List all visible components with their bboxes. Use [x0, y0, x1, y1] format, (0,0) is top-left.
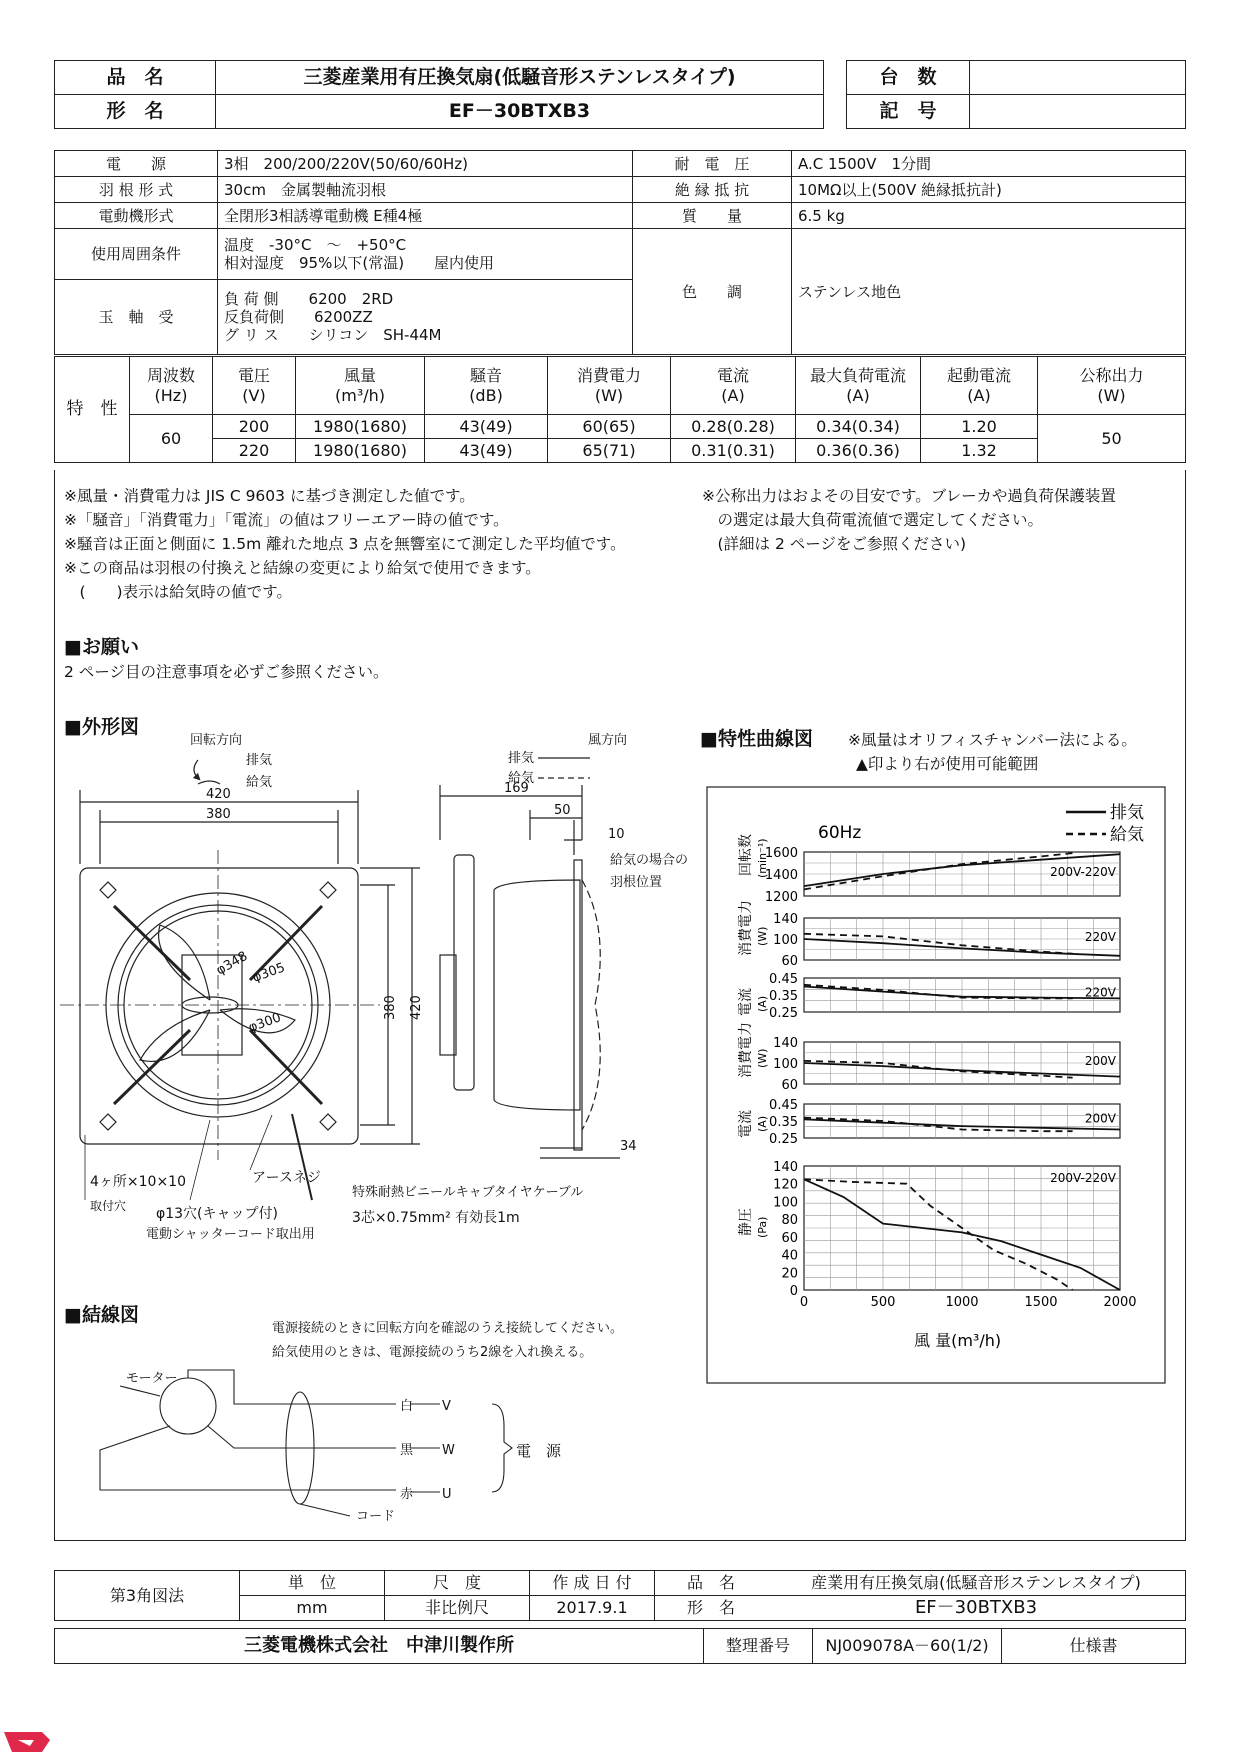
footer-unit-value: mm	[240, 1596, 385, 1621]
cell: 0.34(0.34)	[796, 415, 921, 439]
y-tick-label: 100	[773, 1195, 798, 1211]
power-source: 電 源	[516, 1442, 562, 1460]
hdr-maxcurrent: 最大負荷電流 (A)	[796, 357, 921, 415]
footer-scale-label: 尺 度	[385, 1571, 530, 1596]
note-line: ※公称出力はおよその目安です。ブレーカや過負荷保護装置	[702, 487, 1116, 505]
note-line: (詳細は 2 ページをご参照ください)	[702, 535, 967, 553]
term-u: U	[442, 1487, 452, 1502]
term-w: W	[442, 1443, 455, 1458]
y-tick-label: 60	[781, 1078, 798, 1093]
chart-note1: ※風量はオリフィスチャンバー法による。	[848, 731, 1137, 749]
x-tick-label: 500	[870, 1295, 896, 1310]
supply-pos-1: 給気の場合の	[610, 853, 689, 868]
cell: 0.36(0.36)	[796, 439, 921, 463]
dim-50: 50	[554, 803, 571, 818]
onegai-title: ■お願い	[64, 636, 139, 658]
dim-348: φ348	[213, 948, 251, 979]
wiring-note2: 給気使用のときは、電源接続のうち2線を入れ換える。	[272, 1345, 593, 1360]
cell: 200	[213, 415, 296, 439]
shitsuryo-value: 6.5 kg	[792, 203, 1186, 229]
y-tick-label: 0.35	[769, 989, 798, 1004]
voltage-tag: 200V-220V	[1050, 865, 1116, 880]
dim-380: 380	[206, 807, 231, 822]
characteristics-table	[54, 356, 1186, 463]
wind-supply: 給気	[508, 771, 535, 786]
footer-unit-label: 単 位	[240, 1571, 385, 1596]
bearing-line2: 反負荷側 6200ZZ	[224, 308, 373, 326]
hdr-startcurrent: 起動電流 (A)	[921, 357, 1038, 415]
dim-10: 10	[608, 827, 625, 842]
hdr-current: 電流 (A)	[671, 357, 796, 415]
cell: 43(49)	[425, 439, 548, 463]
kankyo-line1: 温度 -30°C ～ +50°C	[224, 236, 407, 254]
footer-hinmei-label: 品 名	[655, 1571, 768, 1596]
x-tick-label: 1000	[945, 1295, 979, 1310]
bearing-line1: 負 荷 側 6200 2RD	[224, 290, 394, 308]
hdr-voltage: 電圧 (V)	[213, 357, 296, 415]
hane-value: 30cm 金属製軸流羽根	[218, 177, 633, 203]
footer-katamei-value: EF－30BTXB3	[767, 1596, 1186, 1621]
x-tick-label: 2000	[1103, 1295, 1137, 1310]
voltage-tag: 200V-220V	[1050, 1171, 1116, 1185]
y-tick-label: 60	[781, 1230, 798, 1246]
y-tick-label: 80	[781, 1213, 798, 1229]
chart-note2: ▲印より右が使用可能範囲	[856, 755, 1039, 773]
shitsuryo-label: 質 量	[633, 203, 792, 229]
dim-420v: 420	[409, 995, 424, 1020]
pressure-label: 静圧	[738, 1208, 754, 1236]
earth-screw: アースネジ	[252, 1170, 321, 1186]
chart-panels	[765, 846, 1137, 1310]
cell: 60(65)	[548, 415, 671, 439]
katamei-value: EF－30BTXB3	[216, 95, 824, 129]
holes-sub: 取付穴	[90, 1199, 127, 1213]
holes: 4ヶ所×10×10	[90, 1174, 186, 1190]
term-v: V	[442, 1399, 451, 1414]
footer-doc-type: 仕様書	[1002, 1629, 1186, 1664]
y-tick-label: 1400	[764, 868, 798, 883]
motor-label: モーター	[126, 1371, 178, 1386]
footer-company: 三菱電機株式会社 中津川製作所	[55, 1629, 704, 1664]
daisu-value	[970, 61, 1186, 95]
y-tick-label: 1600	[764, 846, 798, 861]
gaikei-title: ■外形図	[64, 716, 139, 738]
rot-exhaust: 排気	[246, 753, 273, 768]
freq-cell: 60	[130, 415, 213, 463]
kigo-value	[970, 95, 1186, 129]
footer-date-label: 作 成 日 付	[530, 1571, 655, 1596]
y-tick-label: 140	[773, 912, 798, 927]
legend-exhaust: 排気	[1110, 803, 1144, 823]
cap-hole: φ13穴(キャップ付)	[156, 1206, 278, 1222]
y-tick-label: 140	[773, 1036, 798, 1051]
cord-label: コード	[356, 1509, 396, 1524]
series-supply-line	[804, 934, 1073, 954]
cable-2: 3芯×0.75mm² 有効長1m	[352, 1210, 520, 1226]
legend-supply: 給気	[1110, 825, 1144, 845]
rpm-unit: (min⁻¹)	[756, 838, 769, 878]
bearing-value	[218, 280, 633, 355]
current-unit-200: (A)	[756, 1115, 769, 1132]
footer-seiri-label: 整理番号	[704, 1629, 813, 1664]
voltage-tag: 220V	[1084, 930, 1116, 945]
y-tick-label: 0.25	[769, 1006, 798, 1021]
power-unit-220: (W)	[756, 926, 769, 946]
header-table	[54, 60, 824, 129]
cell: 1.20	[921, 415, 1038, 439]
kankyo-value	[218, 229, 633, 280]
kankyo-line2: 相対湿度 95%以下(常温) 屋内使用	[224, 254, 495, 272]
wiring-note1: 電源接続のときに回転方向を確認のうえ接続してください。	[272, 1321, 624, 1336]
motor-value: 全閉形3相誘導電動機 E種4極	[218, 203, 633, 229]
katamei-label: 形 名	[55, 95, 216, 129]
motor-circle	[160, 1378, 216, 1434]
y-tick-label: 60	[781, 954, 798, 969]
voltage-tag: 200V	[1084, 1054, 1116, 1069]
y-tick-label: 0.45	[769, 972, 798, 987]
wire-red: 赤	[400, 1487, 414, 1502]
dim-300: φ300	[246, 1010, 284, 1036]
current-unit-220: (A)	[756, 995, 769, 1012]
y-tick-label: 120	[773, 1177, 798, 1193]
voltage-tag: 200V	[1084, 1111, 1116, 1126]
note-line: ※「騒音」「消費電力」「電流」の値はフリーエアー時の値です。	[64, 511, 509, 529]
wire-black: 黒	[400, 1443, 414, 1458]
hdr-output: 公称出力 (W)	[1038, 357, 1186, 415]
y-tick-label: 140	[773, 1160, 798, 1175]
shutter-note: 電動シャッターコード取出用	[146, 1227, 315, 1240]
power-label-200: 消費電力	[738, 1022, 754, 1078]
hane-label: 羽 根 形 式	[55, 177, 218, 203]
rpm-label: 回転数	[738, 834, 754, 876]
footer-table	[54, 1570, 1186, 1621]
chart-hz: 60Hz	[818, 823, 862, 843]
current-label-220: 電流	[738, 988, 754, 1016]
footer-hinmei-value: 産業用有圧換気扇(低騒音形ステンレスタイプ)	[767, 1571, 1186, 1596]
y-tick-label: 40	[781, 1248, 798, 1264]
footer-method: 第3角図法	[55, 1571, 240, 1621]
footer-seiri-value: NJ009078A－60(1/2)	[813, 1629, 1002, 1664]
footer-date-value: 2017.9.1	[530, 1596, 655, 1621]
cell: 220	[213, 439, 296, 463]
note-line: ※風量・消費電力は JIS C 9603 に基づき測定した値です。	[64, 487, 475, 505]
cell: 0.31(0.31)	[671, 439, 796, 463]
wiring-title: ■結線図	[64, 1304, 139, 1326]
taidenatsu-label: 耐 電 圧	[633, 151, 792, 177]
cable-1: 特殊耐熱ビニールキャブタイヤケーブル	[352, 1185, 584, 1200]
wind-dir: 風方向	[588, 733, 628, 748]
series-supply-line	[804, 853, 1073, 889]
series-supply-line	[804, 1061, 1073, 1078]
cell: 1980(1680)	[296, 439, 425, 463]
dim-34: 34	[620, 1139, 637, 1154]
note-line: ※この商品は羽根の付換えと結線の変更により給気で使用できます。	[64, 559, 541, 577]
dim-380v: 380	[383, 995, 398, 1020]
bearing-line3: グ リ ス シリコン SH-44M	[224, 326, 442, 344]
hdr-freq: 周波数 (Hz)	[130, 357, 213, 415]
chart-title: ■特性曲線図	[700, 728, 813, 750]
x-tick-label: 1500	[1024, 1295, 1058, 1310]
dengen-value: 3相 200/200/220V(50/60/60Hz)	[218, 151, 633, 177]
notes-left	[64, 484, 626, 604]
rot-supply: 給気	[246, 775, 273, 790]
outline-drawing	[60, 730, 700, 1240]
y-tick-label: 1200	[764, 890, 798, 905]
chart-xlabel: 風 量(m³/h)	[914, 1331, 1002, 1350]
char-label: 特 性	[55, 357, 130, 463]
output-cell: 50	[1038, 415, 1186, 463]
rot-title: 回転方向	[190, 733, 243, 748]
zetsuen-label: 絶 縁 抵 抗	[633, 177, 792, 203]
cell: 65(71)	[548, 439, 671, 463]
footer-scale-value: 非比例尺	[385, 1596, 530, 1621]
y-tick-label: 0.45	[769, 1098, 798, 1113]
power-unit-200: (W)	[756, 1048, 769, 1068]
taidenatsu-value: A.C 1500V 1分間	[792, 151, 1186, 177]
dim-305: φ305	[250, 960, 288, 986]
daisu-label: 台 数	[847, 61, 970, 95]
voltage-tag: 220V	[1084, 985, 1116, 1000]
hinmei-label: 品 名	[55, 61, 216, 95]
hinmei-value: 三菱産業用有圧換気扇(低騒音形ステンレスタイプ)	[216, 61, 824, 95]
shikicho-label: 色 調	[633, 229, 792, 355]
power-label-220: 消費電力	[738, 900, 754, 956]
onegai-text: 2 ページ目の注意事項を必ずご参照ください。	[64, 663, 389, 681]
note-line: の選定は最大負荷電流値で選定してください。	[702, 511, 1044, 529]
wind-exhaust: 排気	[508, 751, 535, 766]
hdr-airflow: 風量 (m³/h)	[296, 357, 425, 415]
characteristic-chart	[706, 786, 1166, 1386]
dim-420: 420	[206, 787, 231, 802]
footer-table-2	[54, 1628, 1186, 1664]
dengen-label: 電 源	[55, 151, 218, 177]
shikicho-value: ステンレス地色	[792, 229, 1186, 355]
wire-white: 白	[400, 1399, 414, 1414]
cell: 1.32	[921, 439, 1038, 463]
wiring-diagram	[60, 1310, 700, 1530]
footer-katamei-label: 形 名	[655, 1596, 768, 1621]
supply-pos-2: 羽根位置	[610, 875, 663, 890]
zetsuen-value: 10MΩ以上(500V 絶縁抵抗計)	[792, 177, 1186, 203]
pressure-unit: (Pa)	[756, 1216, 769, 1238]
notes-right	[702, 484, 1116, 556]
y-tick-label: 20	[781, 1266, 798, 1282]
series-supply-line	[804, 1179, 1073, 1290]
y-tick-label: 100	[773, 1057, 798, 1072]
kigo-label: 記 号	[847, 95, 970, 129]
y-tick-label: 0.25	[769, 1132, 798, 1147]
y-tick-label: 0.35	[769, 1115, 798, 1130]
y-tick-label: 100	[773, 933, 798, 948]
hdr-power: 消費電力 (W)	[548, 357, 671, 415]
cell: 1980(1680)	[296, 415, 425, 439]
x-tick-label: 0	[799, 1295, 809, 1310]
kankyo-label: 使用周囲条件	[55, 229, 218, 280]
table-row	[55, 415, 1186, 439]
header-count-table	[846, 60, 1186, 129]
bearing-label: 玉 軸 受	[55, 280, 218, 355]
cell: 43(49)	[425, 415, 548, 439]
corner-logo	[2, 1728, 62, 1754]
spec-table	[54, 150, 1186, 355]
series-supply-line	[804, 985, 1073, 999]
hdr-noise: 騒音 (dB)	[425, 357, 548, 415]
y-tick-label: 0	[789, 1284, 798, 1299]
note-line: ※騒音は正面と側面に 1.5m 離れた地点 3 点を無響室にて測定した平均値です。	[64, 535, 626, 553]
note-line: ( )表示は給気時の値です。	[64, 583, 292, 601]
cell: 0.28(0.28)	[671, 415, 796, 439]
current-label-200: 電流	[738, 1110, 754, 1138]
table-row	[55, 439, 1186, 463]
dim-169: 169	[504, 781, 529, 796]
motor-label: 電動機形式	[55, 203, 218, 229]
